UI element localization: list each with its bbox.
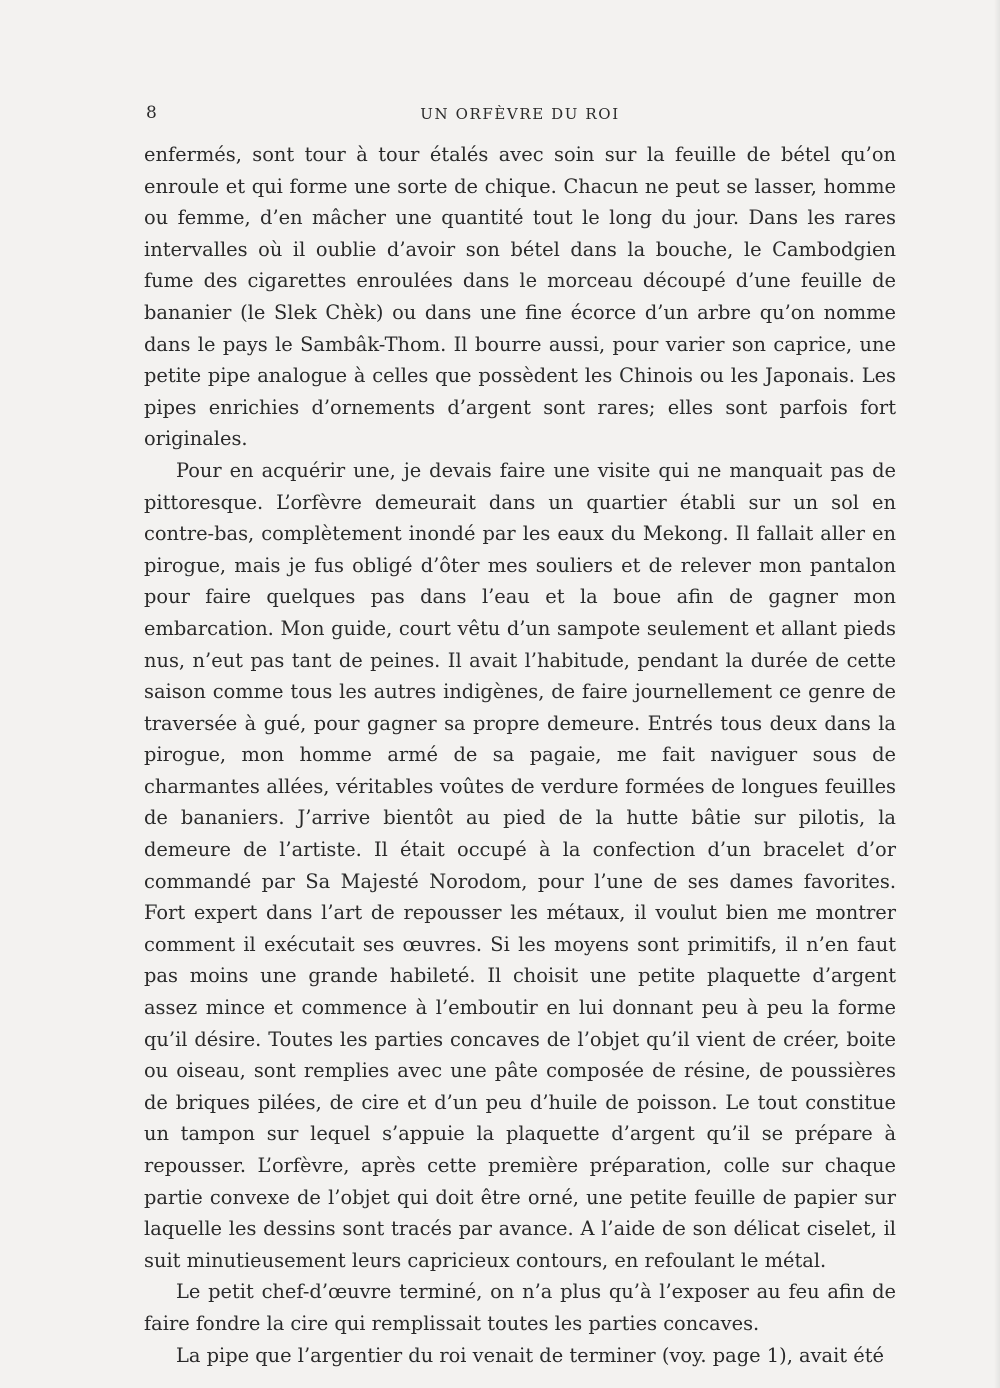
running-title: UN ORFÈVRE DU ROI	[420, 105, 620, 123]
body-text	[144, 139, 896, 1371]
paragraph-4: La pipe que l’argentier du roi venait de terminer (voy. page 1), avait été	[176, 1343, 884, 1367]
paragraph-1: enfermés, sont tour à tour étalés avec soin sur la feuille de bétel qu’on enroule et qui forme une sorte de chique. Chacun ne peut se lasser, homme ou femme, d’en mâcher une quantité tout le long du jour. Dans les rares intervalles où il oublie d’avoir son bétel dans la bouche, le Cambodgien fume des cigarettes enroulées dans le morceau découpé d’une feuille de bananier (le Slek Chèk) ou dans une fine écorce d’un arbre qu’on nomme dans le pays le Sambâk-Thom. Il bourre aussi, pour varier son caprice, une petite pipe analogue à celles que possèdent les Chinois ou les Japonais. Les pipes enrichies d’ornements d’argent sont rares; elles sont parfois fort originales.	[144, 143, 896, 451]
paragraph-3: Le petit chef-d’œuvre terminé, on n’a plus qu’à l’exposer au feu afin de faire fondre la cire qui remplissait toutes les parties concaves.	[144, 1280, 896, 1335]
paragraph-2: Pour en acquérir une, je devais faire une visite qui ne manquait pas de pittoresque. L’orfèvre demeurait dans un quartier établi sur un sol en contre-bas, complètement inondé par les eaux du Mekong. Il fallait aller en pirogue, mais je fus obligé d’ôter mes souliers et de relever mon pantalon pour faire quelques pas dans l’eau et la boue afin de gagner mon embarcation. Mon guide, court vêtu d’un sampote seulement et allant pieds nus, n’eut pas tant de peines. Il avait l’habitude, pendant la durée de cette saison comme tous les autres indigènes, de faire journellement ce genre de traversée à gué, pour gagner sa propre demeure. Entrés tous deux dans la pirogue, mon homme armé de sa pagaie, me fait naviguer sous de charmantes allées, véritables voûtes de verdure formées de longues feuilles de bananiers. J’arrive bientôt au pied de la hutte bâtie sur pilotis, la demeure de l’artiste. Il était occupé à la confection d’un bracelet d’or commandé par Sa Majesté Norodom, pour l’une de ses dames favorites. Fort expert dans l’art de repousser les métaux, il voulut bien me montrer comment il exécutait ses œuvres. Si les moyens sont primitifs, il n’en faut pas moins une grande habileté. Il choisit une petite plaquette d’argent assez mince et commence à l’emboutir en lui donnant peu à peu la forme qu’il désire. Toutes les parties concaves de l’objet qu’il vient de créer, boite ou oiseau, sont remplies avec une pâte composée de résine, de poussières de briques pilées, de cire et d’un peu d’huile de poisson. Le tout constitue un tampon sur lequel s’appuie la plaquette d’argent qu’il se prépare à repousser. L’orfèvre, après cette première préparation, colle sur chaque partie convexe de l’objet qui doit être orné, une petite feuille de papier sur laquelle les dessins sont tracés par avance. A l’aide de son délicat ciselet, il suit minutieusement leurs capricieux contours, en refoulant le métal.	[144, 458, 896, 1272]
page-number: 8	[146, 103, 157, 123]
page-edge-shadow	[994, 0, 1000, 1388]
running-head	[146, 103, 894, 129]
